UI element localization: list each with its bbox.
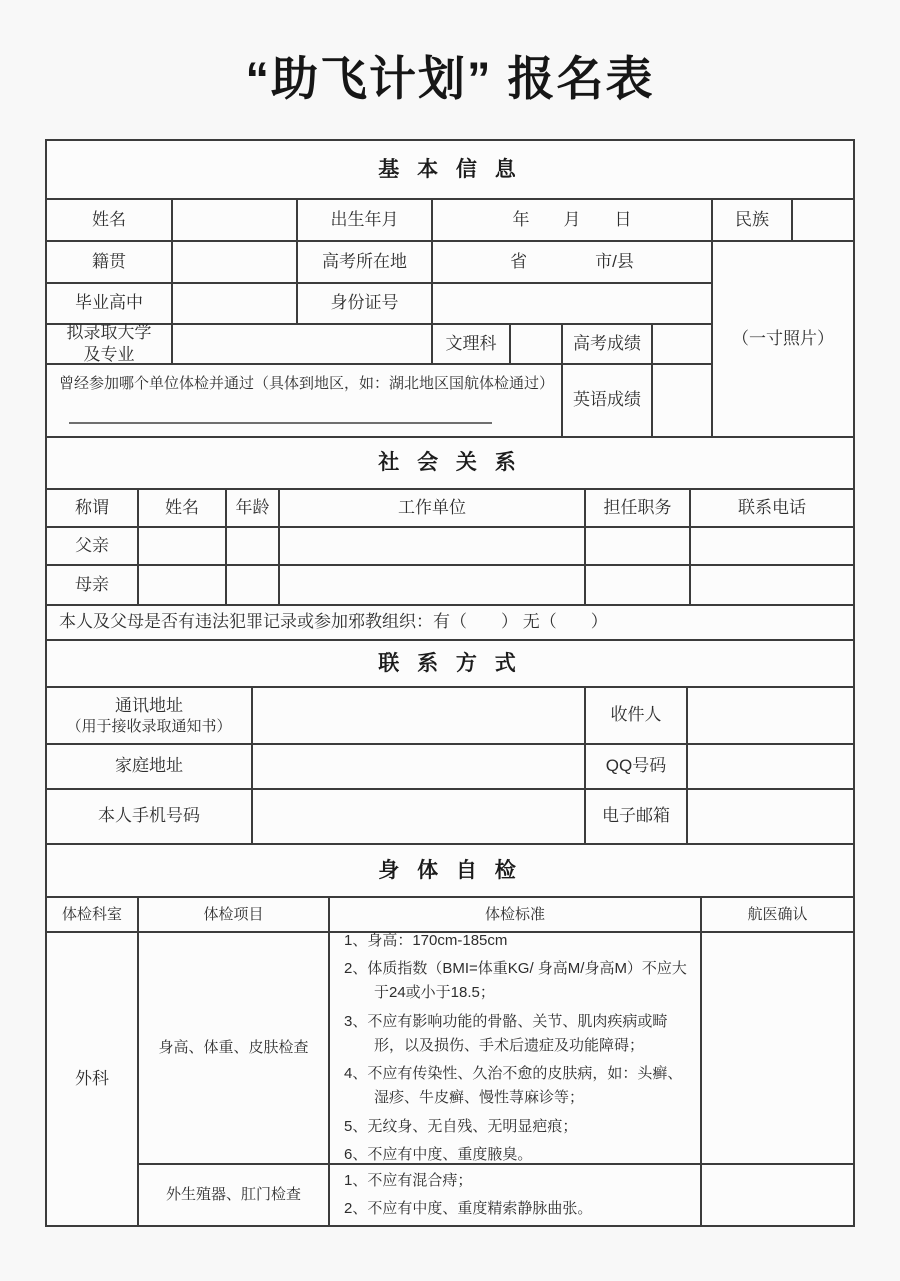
mother-row-label: 母亲 [47,564,137,604]
mother-phone-cell [689,564,853,604]
name-col-header: 姓名 [137,488,225,526]
department-col-header: 体检科室 [47,896,137,931]
standard-item: 1、不应有混合痔； [344,1171,473,1189]
father-age-cell [225,526,278,564]
stream-label: 文理科 [431,323,509,363]
employer-col-header: 工作单位 [278,488,584,526]
surgery-department-label: 外科 [47,931,137,1225]
standard-item: 1、身高：170cm-185cm [344,931,508,949]
recipient-value-cell [686,686,853,743]
mobile-number-value-cell [251,788,584,843]
basic-info-section [47,141,853,436]
doctor-confirm-col-header: 航医确认 [700,896,853,931]
standard-item: 2、体质指数（BMI=体重KG/ 身高M/身高M）不应大于24或小于18.5； [344,959,687,1002]
ethnicity-label: 民族 [711,198,791,240]
standard-item: 6、不应有中度、重度腋臭。 [344,1146,533,1164]
email-value-cell [686,788,853,843]
origin-label: 籍贯 [47,240,171,282]
position-col-header: 担任职务 [584,488,689,526]
father-name-cell [137,526,225,564]
exam-region-label: 高考所在地 [296,240,431,282]
medical-history-question-cell [47,363,561,436]
exam-standards-2-list [328,1163,700,1225]
qq-number-label: QQ号码 [584,743,686,788]
criminal-record-question: 本人及父母是否有违法犯罪记录或参加邪教组织：有（ ） 无（ ） [47,604,853,639]
gaokao-score-value-cell [651,323,711,363]
mother-employer-cell [278,564,584,604]
university-label-line2: 及专业 [83,345,135,364]
university-value-cell [171,323,431,363]
origin-value-cell [171,240,296,282]
relation-col-header: 称谓 [47,488,137,526]
medical-history-writing-line [69,422,492,424]
exam-item-1-label: 身高、体重、皮肤检查 [137,931,328,1163]
contact-section-title: 联 系 方 式 [47,639,853,686]
english-score-value-cell [651,363,711,436]
doctor-confirm-cell-1 [700,931,853,1163]
exam-standard-col-header: 体检标准 [328,896,700,931]
home-address-value-cell [251,743,584,788]
father-position-cell [584,526,689,564]
mother-name-cell [137,564,225,604]
birth-date-label: 出生年月 [296,198,431,240]
id-number-value-cell [431,282,711,323]
birth-date-hint: 年 月 日 [431,198,711,240]
exam-item-col-header: 体检项目 [137,896,328,931]
stream-value-cell [509,323,561,363]
physical-section-title: 身 体 自 检 [47,843,853,896]
home-address-label: 家庭地址 [47,743,251,788]
id-number-label: 身份证号 [296,282,431,323]
physical-self-check-section [47,843,853,1225]
exam-region-hint: 省 市/县 [431,240,711,282]
doctor-confirm-cell-2 [700,1163,853,1225]
name-label: 姓名 [47,198,171,240]
photo-placeholder: （一寸照片） [711,240,853,436]
email-label: 电子邮箱 [584,788,686,843]
recipient-label: 收件人 [584,686,686,743]
father-employer-cell [278,526,584,564]
basic-section-title: 基 本 信 息 [378,157,522,181]
exam-item-2-label: 外生殖器、肛门检查 [137,1163,328,1225]
gaokao-score-label: 高考成绩 [561,323,651,363]
highschool-value-cell [171,282,296,323]
ethnicity-value-cell [791,198,853,240]
social-section-title: 社 会 关 系 [47,436,853,488]
exam-standards-1-list [328,931,700,1163]
father-row-label: 父亲 [47,526,137,564]
name-value-cell [171,198,296,240]
mother-age-cell [225,564,278,604]
phone-col-header: 联系电话 [689,488,853,526]
standard-item: 2、不应有中度、重度精索静脉曲张。 [344,1200,593,1217]
standard-item: 4、不应有传染性、久治不愈的皮肤病，如：头癣、湿疹、牛皮癣、慢性荨麻诊等； [344,1065,683,1107]
medical-history-question: 曾经参加哪个单位体检并通过（具体到地区，如：湖北地区国航体检通过） [59,375,555,392]
standard-item: 3、不应有影响功能的骨骼、关节、肌肉疾病或畸形，以及损伤、手术后遗症及功能障碍； [344,1012,668,1054]
contact-info-section [47,639,853,843]
mailing-address-label [47,686,251,743]
university-label [47,323,171,363]
mailing-address-label-text: 通讯地址 [115,695,183,715]
english-score-label: 英语成绩 [561,363,651,436]
mother-position-cell [584,564,689,604]
mailing-address-note: （用于接收录取通知书） [66,717,232,735]
university-label-line1: 拟录取大学 [66,322,152,342]
mobile-number-label: 本人手机号码 [47,788,251,843]
application-form-table [45,139,855,1227]
age-col-header: 年龄 [225,488,278,526]
qq-number-value-cell [686,743,853,788]
mailing-address-value-cell [251,686,584,743]
form-title: “助飞计划” 报名表 [245,52,655,105]
social-relations-section [47,436,853,639]
father-phone-cell [689,526,853,564]
highschool-label: 毕业高中 [47,282,171,323]
standard-item: 5、无纹身、无自残、无明显疤痕； [344,1117,578,1135]
